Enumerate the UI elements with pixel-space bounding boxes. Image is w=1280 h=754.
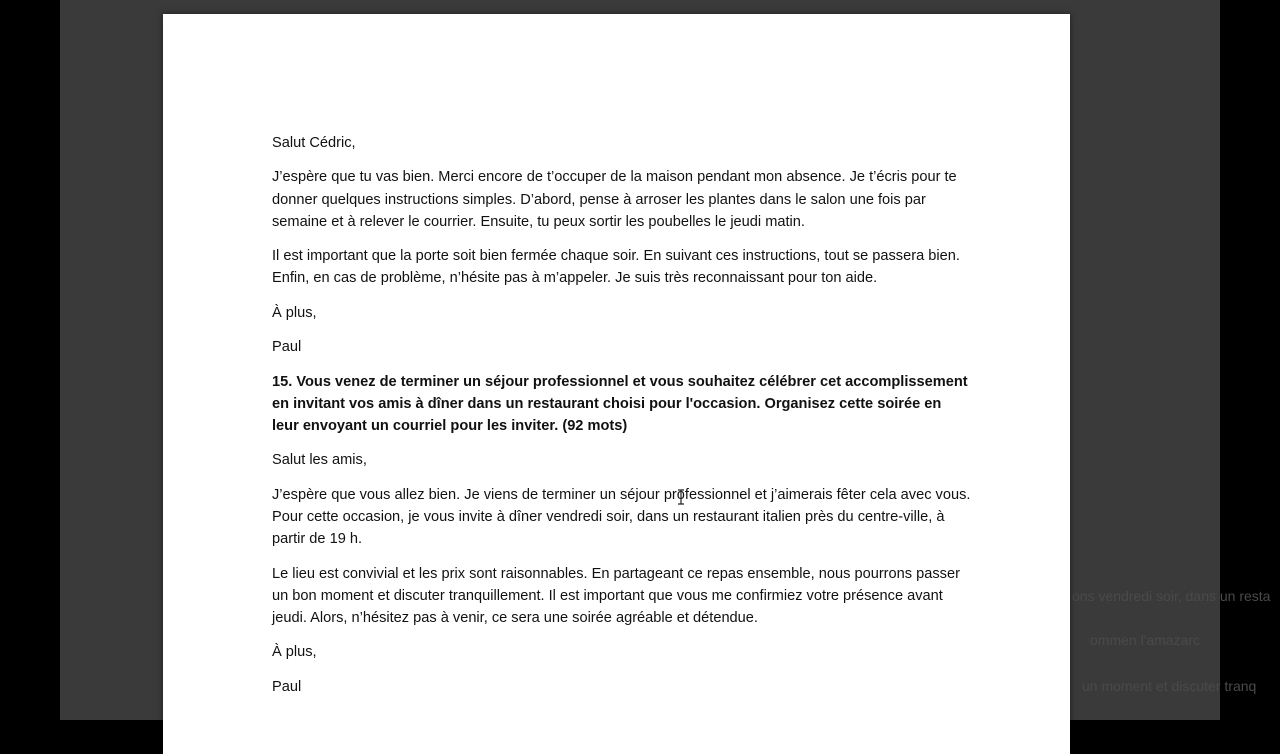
letter2-signature: Paul: [272, 678, 302, 695]
question-prompt: 15. Vous venez de terminer un séjour professionnel et vous souhaitez célébrer cet accomplissement en invitant vos amis à dîner dans un restaurant choisi pour l'occasion. Organisez cette soirée en leur envoyant un courriel pour les inviter. (92 mots): [272, 373, 968, 434]
document-viewer[interactable]: [60, 0, 1271, 720]
letter2-paragraph: J’espère que vous allez bien. Je viens de terminer un séjour professionnel et j’aimerais fêter cela avec vous. Pour cette occasion, je vous invite à dîner vendredi soir, dans un restaurant italien près du centre-ville, à partir de 19 h.: [272, 486, 971, 548]
letter1-greeting: Salut Cédric,: [272, 135, 356, 151]
letter1-paragraph: J’espère que tu vas bien. Merci encore de t’occuper de la maison pendant mon absence. Je t’écris pour te donner quelques instructions simples. D’abord, pense à arroser les plantes dans le salon une fois par semaine et à relever le courrier. Ensuite, tu peux sortir les poubelles le jeudi matin.: [272, 169, 957, 230]
background-text: ons vendredi soir, dans un resta: [1072, 588, 1271, 604]
letter2-paragraph: Le lieu est convivial et les prix sont raisonnables. En partageant ce repas ensemble, nous pourrons passer un bon moment et discuter tranquillement. Il est important que vous me confirmiez votre présence avant jeudi. Alors, n’hésitez pas à venir, ce sera une soirée agréable et détendue.: [272, 565, 960, 626]
background-text: ommen l'amazarc: [1090, 632, 1201, 648]
letter1-closing: À plus,: [272, 304, 317, 321]
letter2-greeting: Salut les amis,: [272, 452, 367, 469]
letter1-paragraph: Il est important que la porte soit bien fermée chaque soir. En suivant ces instructions, tout se passera bien. Enfin, en cas de problème, n’hésite pas à m’appeler. Je suis très reconnaissant pour ton aide.: [272, 248, 960, 287]
text-cursor-icon: [677, 489, 685, 505]
letter2-closing: À plus,: [272, 644, 317, 661]
document-page[interactable]: [163, 14, 1070, 754]
document-body[interactable]: [272, 132, 972, 710]
letter1-signature: Paul: [272, 339, 302, 356]
background-text: un moment et discuter tranq: [1082, 678, 1257, 694]
